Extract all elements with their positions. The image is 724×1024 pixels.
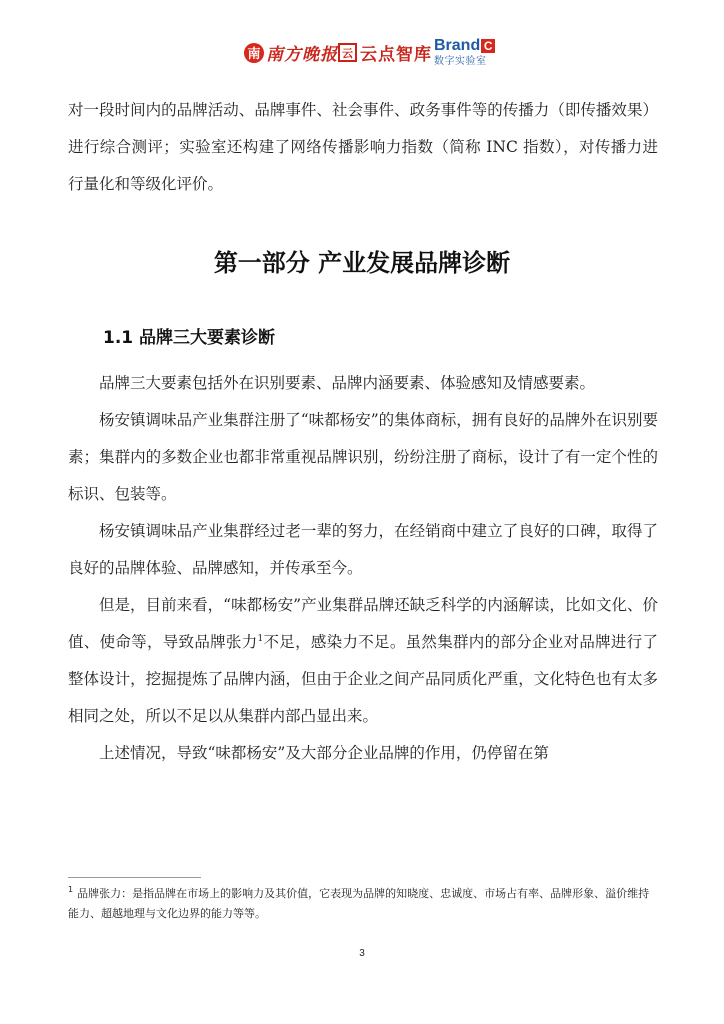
part-title: 第一部分 产业发展品牌诊断	[213, 249, 511, 277]
nanfang-logo	[244, 40, 338, 65]
footnote-mark: 1	[68, 885, 74, 895]
nanfang-logo-text: 南方晚报	[266, 45, 338, 65]
nanfang-emblem-icon: 南	[244, 43, 264, 63]
header-logos	[0, 38, 724, 68]
footnote-reference[interactable]: 1	[257, 633, 264, 644]
yundian-logo	[338, 40, 432, 65]
brandc-logo	[434, 38, 495, 68]
section-title: 1.1 品牌三大要素诊断	[103, 328, 276, 348]
paragraph-4-part-a: 但是，目前来看，“味都杨安”产业集群品牌还缺乏科学的内涵解读，比如文化、价值、使命等，导致品牌张力	[68, 596, 658, 651]
section-body	[68, 365, 658, 772]
footnote-divider	[68, 877, 201, 878]
brandc-subtitle: 数字实验室	[434, 56, 487, 67]
yundian-logo-text: 云点智库	[360, 45, 432, 65]
paragraph-1: 品牌三大要素包括外在识别要素、品牌内涵要素、体验感知及情感要素。	[99, 374, 596, 392]
footnote	[68, 884, 658, 924]
yundian-seal-icon: 云	[338, 43, 357, 62]
paragraph-4-part-b: 不足，感染力不足。虽然集群内的部分企业对品牌进行了整体设计，挖掘提炼了品牌内涵，但由于企业之间产品同质化严重，文化特色也有太多相同之处，所以不足以从集群内部凸显出来。	[68, 633, 658, 725]
page-number: 3	[359, 948, 365, 959]
footnote-text: 品牌张力：是指品牌在市场上的影响力及其价值，它表现为品牌的知晓度、忠诚度、市场占有率、品牌形象、溢价维持能力、超越地理与文化边界的能力等等。	[68, 887, 650, 920]
paragraph-5: 上述情况，导致“味都杨安”及大部分企业品牌的作用，仍停留在第	[99, 744, 549, 762]
paragraph-2: 杨安镇调味品产业集群注册了“味都杨安”的集体商标，拥有良好的品牌外在识别要素；集群内的多数企业也都非常重视品牌识别，纷纷注册了商标，设计了有一定个性的标识、包装等。	[68, 411, 658, 503]
brandc-word: Brand	[434, 37, 481, 54]
brandc-letter-icon: C	[481, 39, 495, 53]
paragraph-3: 杨安镇调味品产业集群经过老一辈的努力，在经销商中建立了良好的口碑，取得了良好的品牌体验、品牌感知，并传承至今。	[68, 522, 658, 577]
intro-paragraph: 对一段时间内的品牌活动、品牌事件、社会事件、政务事件等的传播力（即传播效果）进行综合测评；实验室还构建了网络传播影响力指数（简称 INC 指数），对传播力进行量化和等级化评价。	[68, 101, 658, 193]
paragraph-4	[68, 587, 658, 735]
